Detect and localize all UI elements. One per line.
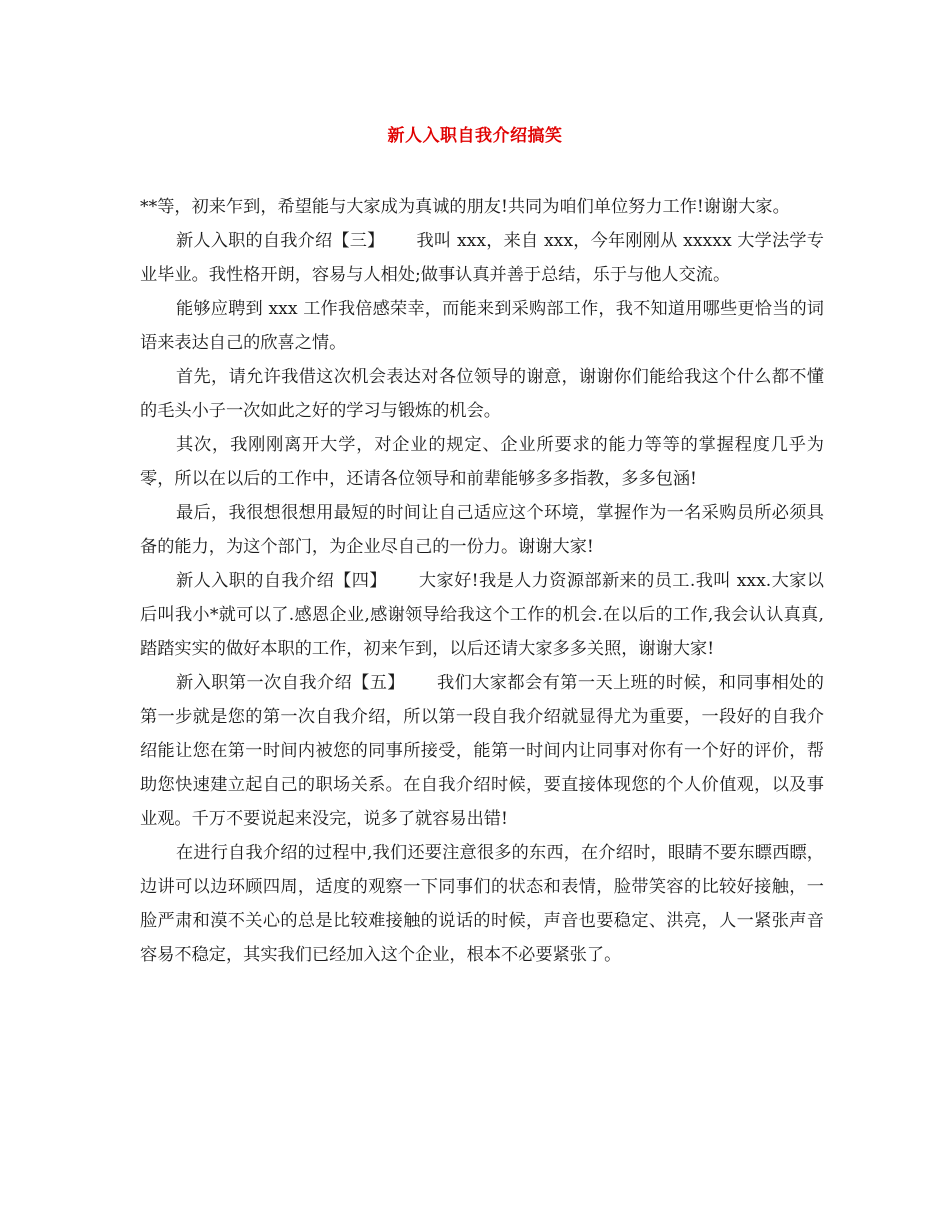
paragraph-text: 我们大家都会有第一天上班的时候，和同事相处的第一步就是您的第一次自我介绍，所以第一段自我介绍就显得尤为重要，一段好的自我介绍能让您在第一时间内被您的同事所接受，能第一时间内让同事对你有一个好的评价，帮助您快速建立起自己的职场关系。在自我介绍时候，要直接体现您的个人价值观，以及事业观。千万不要说起来没完，说多了就容易出错! xyxy=(140,673,824,829)
paragraph-text: 其次，我刚刚离开大学，对企业的规定、企业所要求的能力等等的掌握程度几乎为零，所以在以后的工作中，还请各位领导和前辈能够多多指教，多多包涵! xyxy=(140,435,824,489)
section-heading-4: 新人入职的自我介绍【四】 xyxy=(176,571,387,591)
paragraph-7 xyxy=(140,564,824,666)
paragraph-1 xyxy=(140,190,824,224)
paragraph-text: 我叫 xxx，来自 xxx，今年刚刚从 xxxxx 大学法学专业毕业。我性格开朗，容易与人相处;做事认真并善于总结，乐于与他人交流。 xyxy=(140,231,824,285)
paragraph-text: 大家好!我是人力资源部新来的员工.我叫 xxx.大家以后叫我小*就可以了.感恩企业,感谢领导给我这个工作的机会.在以后的工作,我会认认真真,踏踏实实的做好本职的工作，初来乍到，以后还请大家多多关照，谢谢大家! xyxy=(140,571,824,659)
paragraph-3 xyxy=(140,292,824,360)
paragraph-2 xyxy=(140,224,824,292)
paragraph-text: 在进行自我介绍的过程中,我们还要注意很多的东西，在介绍时，眼睛不要东瞟西瞟，边讲可以边环顾四周，适度的观察一下同事们的状态和表情，脸带笑容的比较好接触，一脸严肃和漠不关心的总是比较难接触的说话的时候，声音也要稳定、洪亮，人一紧张声音容易不稳定，其实我们已经加入这个企业，根本不必要紧张了。 xyxy=(140,843,824,965)
paragraph-text: **等，初来乍到，希望能与大家成为真诚的朋友!共同为咱们单位努力工作!谢谢大家。 xyxy=(140,197,790,217)
paragraph-text: 最后，我很想很想用最短的时间让自己适应这个环境，掌握作为一名采购员所必须具备的能力，为这个部门，为企业尽自己的一份力。谢谢大家! xyxy=(140,503,824,557)
document-title: 新人入职自我介绍搞笑 xyxy=(387,126,563,146)
paragraph-text: 首先，请允许我借这次机会表达对各位领导的谢意，谢谢你们能给我这个什么都不懂的毛头小子一次如此之好的学习与锻炼的机会。 xyxy=(140,367,824,421)
paragraph-5 xyxy=(140,428,824,496)
paragraph-9 xyxy=(140,836,824,972)
document-body xyxy=(140,190,824,972)
paragraph-6 xyxy=(140,496,824,564)
paragraph-8 xyxy=(140,666,824,836)
section-heading-3: 新人入职的自我介绍【三】 xyxy=(176,231,385,251)
paragraph-4 xyxy=(140,360,824,428)
section-heading-5: 新入职第一次自我介绍【五】 xyxy=(176,673,405,693)
paragraph-text: 能够应聘到 xxx 工作我倍感荣幸，而能来到采购部工作，我不知道用哪些更恰当的词语来表达自己的欣喜之情。 xyxy=(140,299,824,353)
